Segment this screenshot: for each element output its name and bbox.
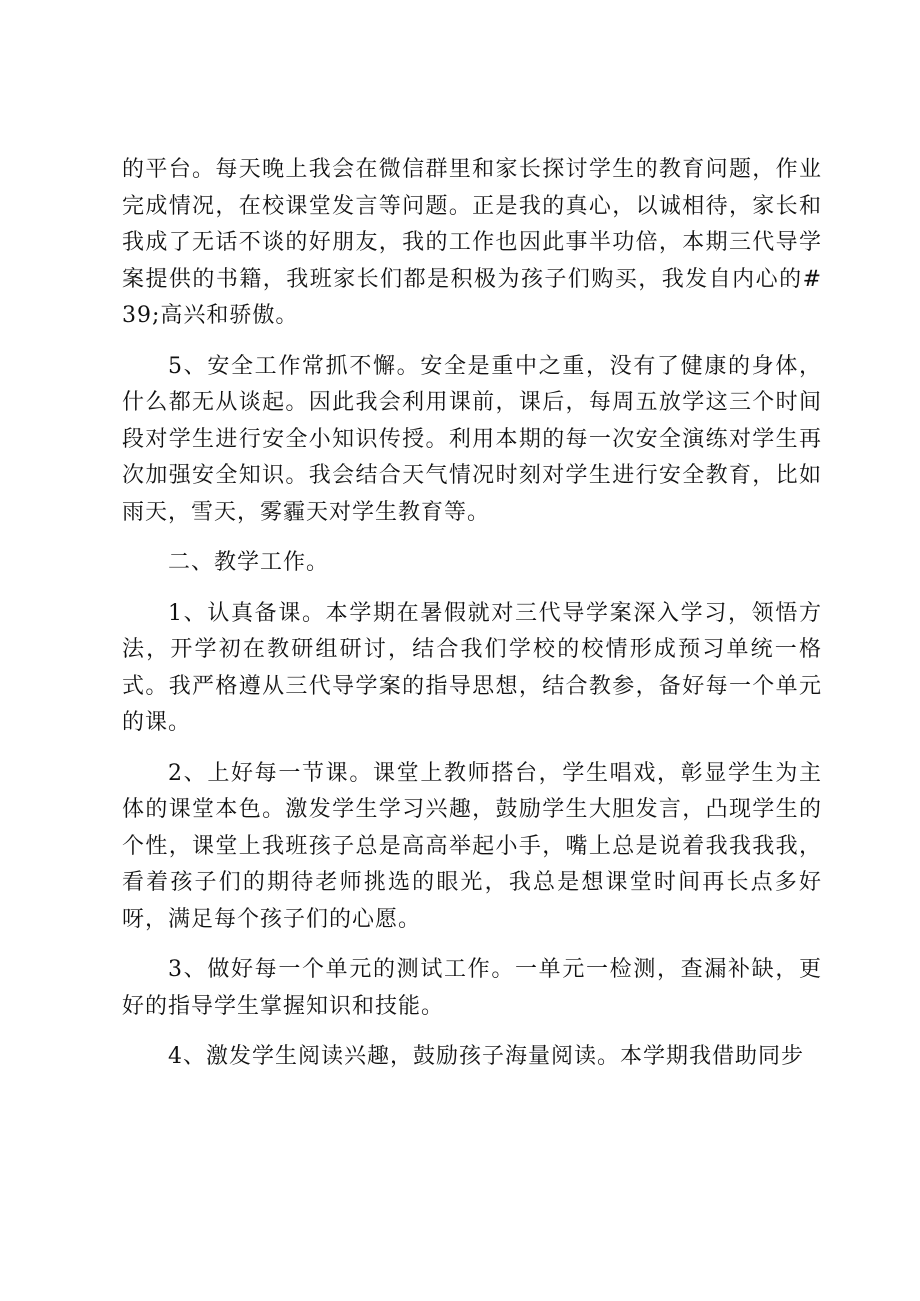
document-body: [122, 152, 822, 1090]
paragraph-class-teaching: 2、上好每一节课。课堂上教师搭台，学生唱戏，彰显学生为主体的课堂本色。激发学生学习兴趣，鼓励学生大胆发言，凸现学生的个性，课堂上我班孩子总是高高举起小手，嘴上总是说着我我我我，看着孩子们的期待老师挑选的眼光，我总是想课堂时间再长点多好呀，满足每个孩子们的心愿。: [122, 760, 822, 932]
paragraph-unit-tests: 3、做好每一个单元的测试工作。一单元一检测，查漏补缺，更好的指导学生掌握知识和技能。: [122, 957, 822, 1019]
paragraph-safety-work: 5、安全工作常抓不懈。安全是重中之重，没有了健康的身体，什么都无从谈起。因此我会利用课前，课后，每周五放学这三个时间段对学生进行安全小知识传授。利用本期的每一次安全演练对学生再次加强安全知识。我会结合天气情况时刻对学生进行安全教育，比如雨天，雪天，雾霾天对学生教育等。: [122, 353, 822, 525]
paragraph-lesson-prep: 1、认真备课。本学期在暑假就对三代导学案深入学习，领悟方法，开学初在教研组研讨，结合我们学校的校情形成预习单统一格式。我严格遵从三代导学案的指导思想，结合教参，备好每一个单元的课。: [122, 600, 822, 735]
paragraph-reading-interest: 4、激发学生阅读兴趣，鼓励孩子海量阅读。本学期我借助同步: [168, 1044, 804, 1069]
paragraph-platform: 的平台。每天晚上我会在微信群里和家长探讨学生的教育问题，作业完成情况，在校课堂发言等问题。正是我的真心，以诚相待，家长和我成了无话不谈的好朋友，我的工作也因此事半功倍，本期三代导学案提供的书籍，我班家长们都是积极为孩子们购买，我发自内心的#39;高兴和骄傲。: [122, 157, 822, 328]
section-heading-teaching: 二、教学工作。: [168, 550, 330, 575]
